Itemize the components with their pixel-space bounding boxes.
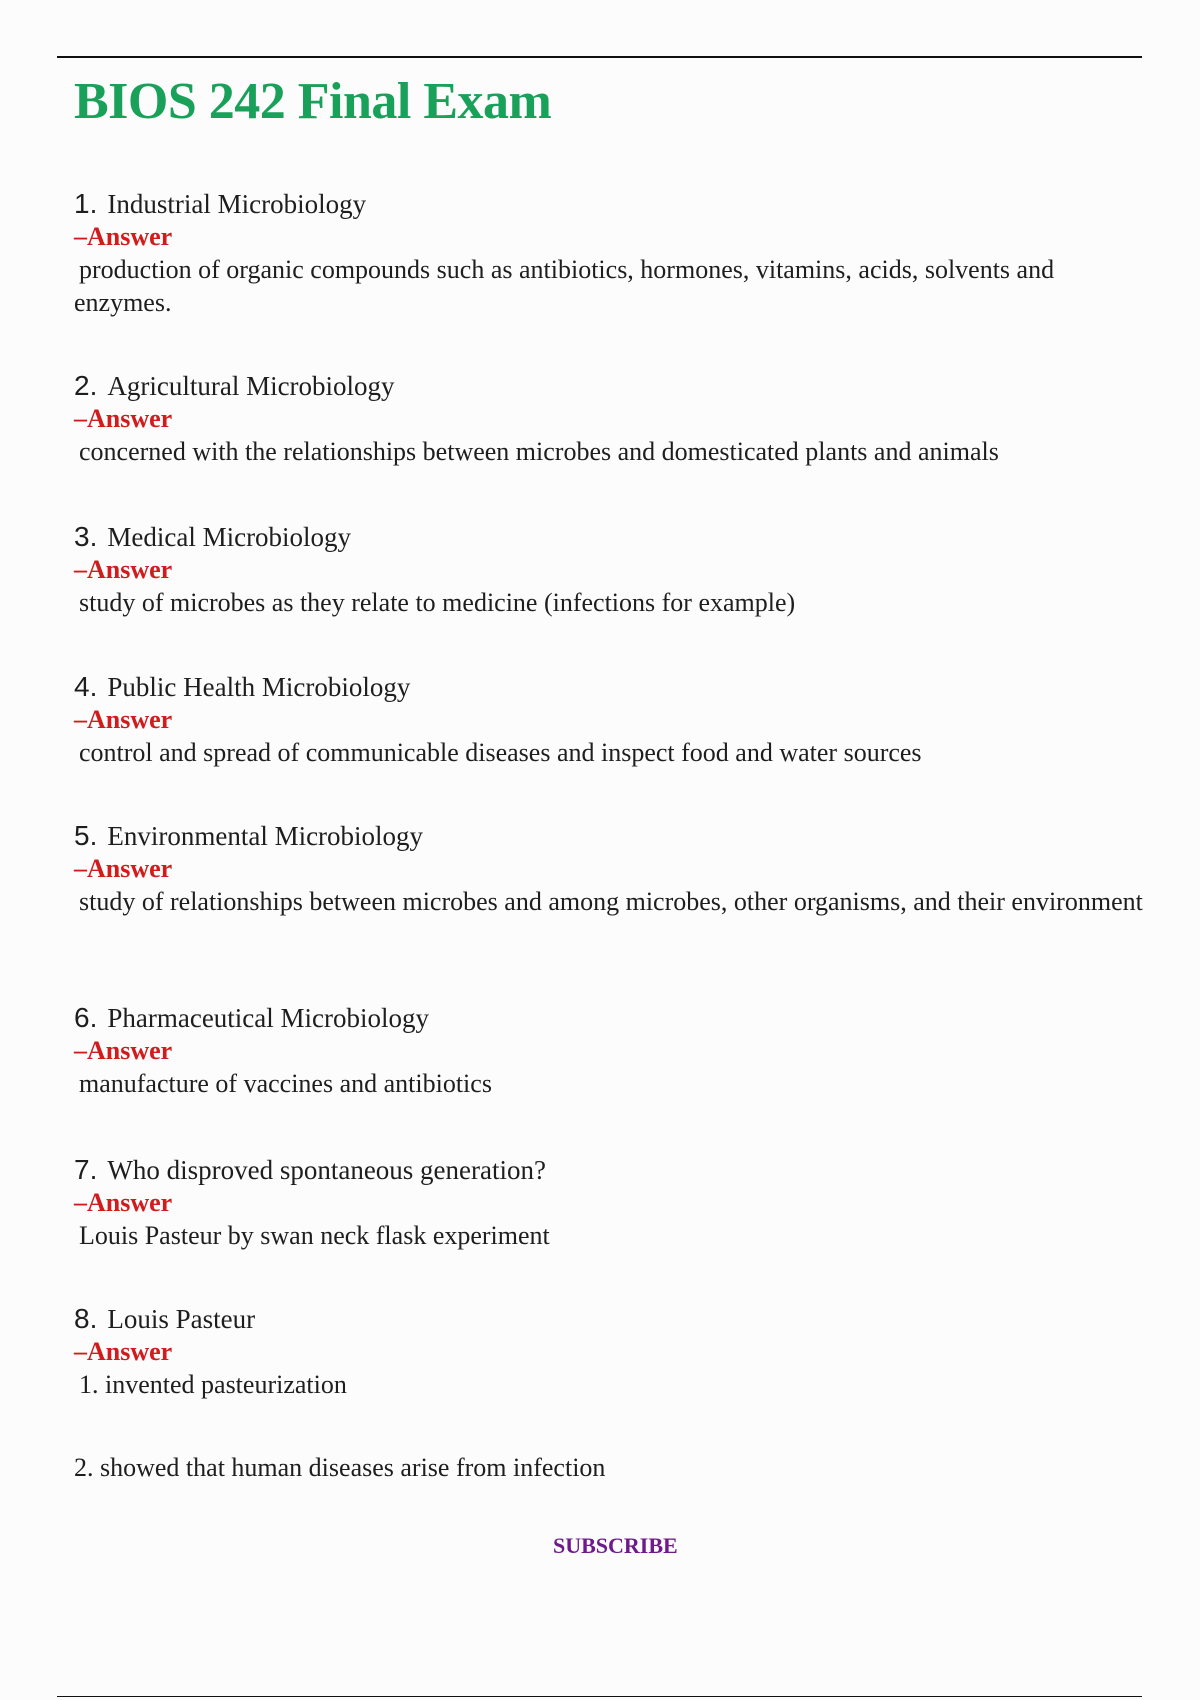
question-text: Pharmaceutical Microbiology xyxy=(107,1003,430,1033)
answer-label: –Answer xyxy=(74,555,173,584)
qa-item-8 xyxy=(74,1302,1144,1401)
question-text: Industrial Microbiology xyxy=(107,189,367,219)
question-number: 6. xyxy=(74,1002,98,1033)
question-number: 3. xyxy=(74,521,98,552)
answer-text: study of microbes as they relate to medicine (infections for example) xyxy=(79,588,796,617)
question-text: Medical Microbiology xyxy=(107,522,352,552)
answer-label: –Answer xyxy=(74,854,173,883)
answer-text: production of organic compounds such as antibiotics, hormones, vitamins, acids, solvents and enzymes. xyxy=(74,255,1055,317)
qa-item-2 xyxy=(74,369,1144,468)
question xyxy=(74,670,1144,704)
question xyxy=(74,1001,1144,1035)
bottom-rule xyxy=(57,1696,1142,1697)
answer-text: concerned with the relationships between microbes and domesticated plants and animals xyxy=(79,437,999,466)
qa-item-3 xyxy=(74,520,1144,619)
question-number: 8. xyxy=(74,1303,98,1334)
question-text: Public Health Microbiology xyxy=(107,672,411,702)
question-text: Louis Pasteur xyxy=(107,1304,256,1334)
qa-item-5 xyxy=(74,819,1144,918)
answer-label: –Answer xyxy=(74,404,173,433)
question-text: Environmental Microbiology xyxy=(107,821,424,851)
answer-text-continued: 2. showed that human diseases arise from infection xyxy=(74,1453,606,1482)
question-text: Who disproved spontaneous generation? xyxy=(107,1155,546,1185)
answer-label: –Answer xyxy=(74,1188,173,1217)
answer-label: –Answer xyxy=(74,1036,173,1065)
answer-label: –Answer xyxy=(74,705,173,734)
qa-item-7 xyxy=(74,1153,1144,1252)
question-number: 4. xyxy=(74,671,98,702)
subscribe-link[interactable]: SUBSCRIBE xyxy=(553,1533,678,1558)
qa-item-6 xyxy=(74,1001,1144,1100)
question xyxy=(74,1302,1144,1336)
page-title: BIOS 242 Final Exam xyxy=(74,73,552,130)
question-number: 2. xyxy=(74,370,98,401)
answer-text: Louis Pasteur by swan neck flask experiment xyxy=(79,1221,550,1250)
question-number: 1. xyxy=(74,188,98,219)
answer-text: study of relationships between microbes and among microbes, other organisms, and their environment xyxy=(79,887,1143,916)
question xyxy=(74,187,1144,221)
answer-label: –Answer xyxy=(74,1337,173,1366)
question-number: 5. xyxy=(74,820,98,851)
answer-text: manufacture of vaccines and antibiotics xyxy=(79,1069,492,1098)
question xyxy=(74,1153,1144,1187)
question xyxy=(74,819,1144,853)
answer-text: control and spread of communicable diseases and inspect food and water sources xyxy=(79,738,922,767)
answer-label: –Answer xyxy=(74,222,173,251)
qa-item-1 xyxy=(74,187,1144,319)
question-text: Agricultural Microbiology xyxy=(107,371,395,401)
question xyxy=(74,369,1144,403)
top-rule xyxy=(57,56,1142,58)
question-number: 7. xyxy=(74,1154,98,1185)
qa-item-4 xyxy=(74,670,1144,769)
answer-text: 1. invented pasteurization xyxy=(79,1370,347,1399)
question xyxy=(74,520,1144,554)
